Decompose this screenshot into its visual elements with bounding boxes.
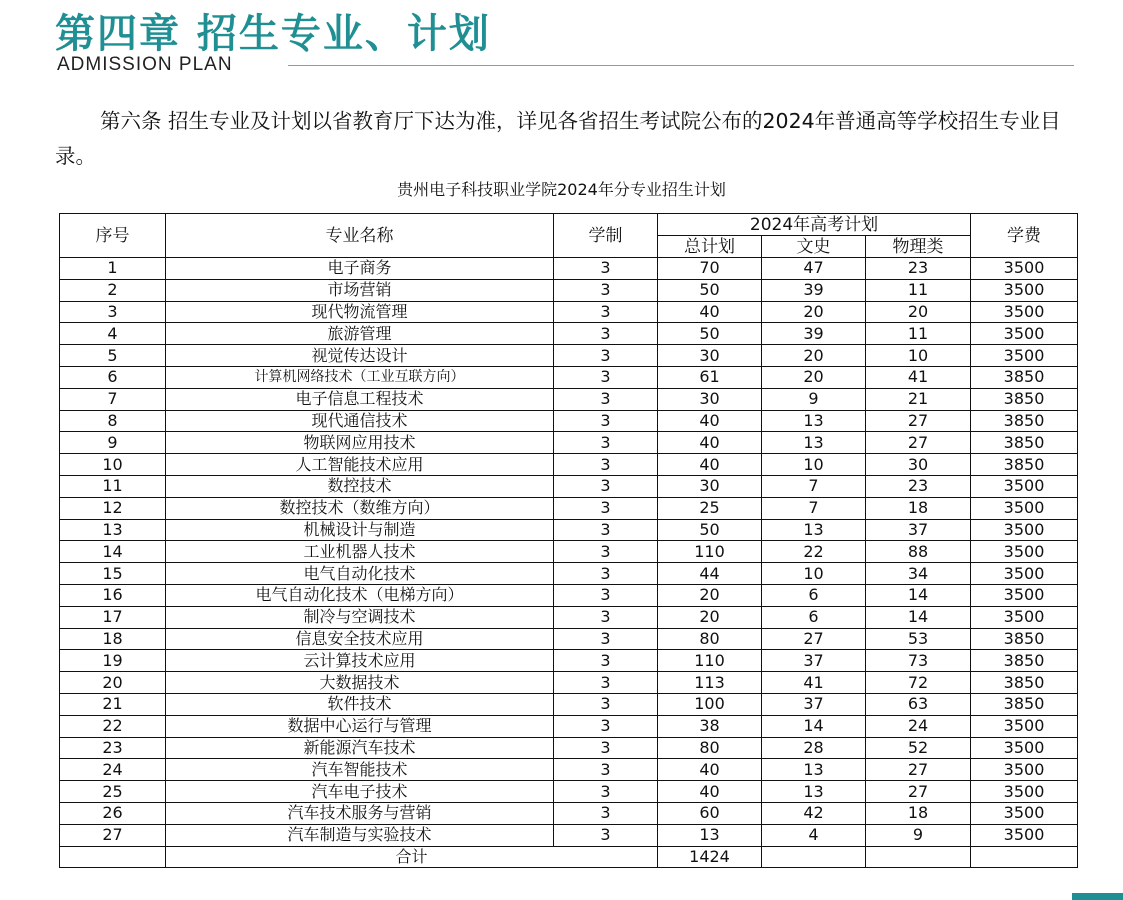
- cell-liberal-arts: 20: [762, 345, 866, 367]
- table-row: [60, 454, 1078, 476]
- cell-major: 市场营销: [166, 279, 554, 301]
- cell-total: 30: [658, 475, 762, 497]
- cell-total: 61: [658, 366, 762, 388]
- cell-index: 19: [60, 650, 166, 672]
- cell-major: 现代通信技术: [166, 410, 554, 432]
- cell-years: 3: [554, 475, 658, 497]
- table-row: [60, 432, 1078, 454]
- chapter-title: 第四章 招生专业、计划: [55, 11, 491, 57]
- cell-major: 汽车智能技术: [166, 759, 554, 781]
- cell-tuition: 3500: [971, 323, 1078, 345]
- cell-major: 数控技术: [166, 475, 554, 497]
- cell-major: 制冷与空调技术: [166, 606, 554, 628]
- cell-major: 信息安全技术应用: [166, 628, 554, 650]
- cell-index: 5: [60, 345, 166, 367]
- cell-liberal-arts: 7: [762, 497, 866, 519]
- header-total: 总计划: [658, 236, 762, 258]
- cell-index: 11: [60, 475, 166, 497]
- article-paragraph: [55, 104, 1085, 174]
- cell-total: 40: [658, 759, 762, 781]
- cell-tuition: 3500: [971, 606, 1078, 628]
- cell-tuition: 3500: [971, 345, 1078, 367]
- cell-physics: 11: [866, 323, 971, 345]
- cell-liberal-arts: 41: [762, 672, 866, 694]
- cell-years: 3: [554, 279, 658, 301]
- cell-tuition: 3500: [971, 475, 1078, 497]
- cell-tuition: 3850: [971, 366, 1078, 388]
- cell-major: 旅游管理: [166, 323, 554, 345]
- cell-years: 3: [554, 650, 658, 672]
- cell-index: 13: [60, 519, 166, 541]
- cell-liberal-arts: 10: [762, 454, 866, 476]
- cell-years: 3: [554, 802, 658, 824]
- cell-index: 12: [60, 497, 166, 519]
- cell-total: 40: [658, 410, 762, 432]
- cell-physics: 14: [866, 584, 971, 606]
- cell-years: 3: [554, 301, 658, 323]
- cell-index: 22: [60, 715, 166, 737]
- table-row: [60, 388, 1078, 410]
- cell-physics: 30: [866, 454, 971, 476]
- cell-years: 3: [554, 737, 658, 759]
- cell-liberal-arts: 10: [762, 563, 866, 585]
- header-years: 学制: [554, 214, 658, 258]
- cell-total: 40: [658, 301, 762, 323]
- cell-liberal-arts: 20: [762, 301, 866, 323]
- table-row: [60, 672, 1078, 694]
- cell-index: 20: [60, 672, 166, 694]
- table-footer-row: [60, 846, 1078, 868]
- cell-tuition: 3850: [971, 432, 1078, 454]
- cell-major: 电气自动化技术: [166, 563, 554, 585]
- cell-liberal-arts: 13: [762, 410, 866, 432]
- cell-total: 30: [658, 345, 762, 367]
- cell-tuition: 3500: [971, 584, 1078, 606]
- cell-years: 3: [554, 584, 658, 606]
- cell-liberal-arts: 39: [762, 323, 866, 345]
- cell-major: 云计算技术应用: [166, 650, 554, 672]
- cell-index: 7: [60, 388, 166, 410]
- table-row: [60, 366, 1078, 388]
- cell-years: 3: [554, 519, 658, 541]
- table-row: [60, 693, 1078, 715]
- cell-total: 44: [658, 563, 762, 585]
- cell-tuition: 3500: [971, 715, 1078, 737]
- table-row: [60, 301, 1078, 323]
- cell-tuition: 3850: [971, 410, 1078, 432]
- cell-years: 3: [554, 628, 658, 650]
- table-row: [60, 541, 1078, 563]
- cell-total: 40: [658, 781, 762, 803]
- cell-physics: 34: [866, 563, 971, 585]
- cell-total: 50: [658, 519, 762, 541]
- cell-total: 110: [658, 650, 762, 672]
- cell-total: 40: [658, 454, 762, 476]
- footer-tuition-cell: [971, 846, 1078, 868]
- cell-index: 25: [60, 781, 166, 803]
- cell-index: 4: [60, 323, 166, 345]
- cell-major: 工业机器人技术: [166, 541, 554, 563]
- cell-tuition: 3500: [971, 824, 1078, 846]
- cell-physics: 18: [866, 802, 971, 824]
- cell-years: 3: [554, 781, 658, 803]
- cell-major: 新能源汽车技术: [166, 737, 554, 759]
- header-index: 序号: [60, 214, 166, 258]
- header-liberal-arts: 文史: [762, 236, 866, 258]
- cell-liberal-arts: 6: [762, 584, 866, 606]
- cell-index: 17: [60, 606, 166, 628]
- cell-physics: 27: [866, 410, 971, 432]
- cell-total: 20: [658, 606, 762, 628]
- cell-total: 80: [658, 737, 762, 759]
- cell-physics: 10: [866, 345, 971, 367]
- cell-tuition: 3850: [971, 628, 1078, 650]
- cell-physics: 11: [866, 279, 971, 301]
- cell-tuition: 3500: [971, 541, 1078, 563]
- footer-index-cell: [60, 846, 166, 868]
- cell-major: 数据中心运行与管理: [166, 715, 554, 737]
- table-row: [60, 824, 1078, 846]
- cell-total: 30: [658, 388, 762, 410]
- table-row: [60, 519, 1078, 541]
- cell-physics: 63: [866, 693, 971, 715]
- header-major: 专业名称: [166, 214, 554, 258]
- cell-major: 人工智能技术应用: [166, 454, 554, 476]
- cell-index: 10: [60, 454, 166, 476]
- cell-physics: 27: [866, 781, 971, 803]
- cell-major: 电子信息工程技术: [166, 388, 554, 410]
- cell-total: 50: [658, 323, 762, 345]
- cell-liberal-arts: 27: [762, 628, 866, 650]
- cell-liberal-arts: 4: [762, 824, 866, 846]
- cell-years: 3: [554, 454, 658, 476]
- footer-label: 合计: [166, 846, 658, 868]
- cell-total: 50: [658, 279, 762, 301]
- header-tuition: 学费: [971, 214, 1078, 258]
- cell-total: 38: [658, 715, 762, 737]
- cell-physics: 24: [866, 715, 971, 737]
- table-row: [60, 628, 1078, 650]
- cell-total: 60: [658, 802, 762, 824]
- paragraph-text: 第六条 招生专业及计划以省教育厅下达为准，详见各省招生考试院公布的2024年普通高等学校招生专业目录。: [55, 109, 1061, 168]
- cell-liberal-arts: 39: [762, 279, 866, 301]
- cell-years: 3: [554, 541, 658, 563]
- cell-tuition: 3500: [971, 279, 1078, 301]
- cell-index: 26: [60, 802, 166, 824]
- cell-tuition: 3850: [971, 650, 1078, 672]
- table-row: [60, 410, 1078, 432]
- cell-index: 15: [60, 563, 166, 585]
- table-row: [60, 606, 1078, 628]
- cell-liberal-arts: 20: [762, 366, 866, 388]
- table-row: [60, 279, 1078, 301]
- cell-tuition: 3500: [971, 781, 1078, 803]
- cell-total: 100: [658, 693, 762, 715]
- cell-years: 3: [554, 323, 658, 345]
- table-row: [60, 345, 1078, 367]
- cell-physics: 73: [866, 650, 971, 672]
- cell-index: 8: [60, 410, 166, 432]
- cell-index: 1: [60, 258, 166, 280]
- cell-tuition: 3850: [971, 454, 1078, 476]
- cell-liberal-arts: 14: [762, 715, 866, 737]
- table-row: [60, 584, 1078, 606]
- cell-physics: 23: [866, 475, 971, 497]
- cell-years: 3: [554, 563, 658, 585]
- cell-years: 3: [554, 693, 658, 715]
- table-row: [60, 323, 1078, 345]
- cell-index: 23: [60, 737, 166, 759]
- cell-major: 数控技术（数维方向）: [166, 497, 554, 519]
- page-corner-bar: [1072, 893, 1123, 900]
- cell-major: 电子商务: [166, 258, 554, 280]
- cell-index: 24: [60, 759, 166, 781]
- table-row: [60, 650, 1078, 672]
- cell-liberal-arts: 28: [762, 737, 866, 759]
- cell-major: 汽车制造与实验技术: [166, 824, 554, 846]
- cell-tuition: 3500: [971, 759, 1078, 781]
- cell-physics: 27: [866, 432, 971, 454]
- cell-years: 3: [554, 497, 658, 519]
- table-body: [60, 258, 1078, 868]
- table-row: [60, 715, 1078, 737]
- cell-physics: 21: [866, 388, 971, 410]
- cell-total: 70: [658, 258, 762, 280]
- cell-tuition: 3850: [971, 388, 1078, 410]
- cell-major: 大数据技术: [166, 672, 554, 694]
- table-row: [60, 563, 1078, 585]
- header-physics: 物理类: [866, 236, 971, 258]
- cell-physics: 53: [866, 628, 971, 650]
- cell-years: 3: [554, 366, 658, 388]
- footer-physics-cell: [866, 846, 971, 868]
- cell-liberal-arts: 47: [762, 258, 866, 280]
- cell-major: 计算机网络技术（工业互联方向）: [166, 366, 554, 388]
- cell-years: 3: [554, 759, 658, 781]
- table-row: [60, 258, 1078, 280]
- cell-liberal-arts: 37: [762, 693, 866, 715]
- cell-major: 汽车电子技术: [166, 781, 554, 803]
- enrollment-plan-table: [59, 213, 1078, 868]
- cell-physics: 20: [866, 301, 971, 323]
- cell-index: 16: [60, 584, 166, 606]
- cell-total: 110: [658, 541, 762, 563]
- cell-physics: 52: [866, 737, 971, 759]
- cell-years: 3: [554, 824, 658, 846]
- cell-years: 3: [554, 258, 658, 280]
- cell-total: 113: [658, 672, 762, 694]
- cell-tuition: 3500: [971, 802, 1078, 824]
- cell-physics: 14: [866, 606, 971, 628]
- cell-index: 3: [60, 301, 166, 323]
- table-row: [60, 497, 1078, 519]
- cell-total: 13: [658, 824, 762, 846]
- cell-years: 3: [554, 410, 658, 432]
- table-title: 贵州电子科技职业学院2024年分专业招生计划: [397, 180, 726, 199]
- cell-tuition: 3500: [971, 519, 1078, 541]
- cell-index: 9: [60, 432, 166, 454]
- cell-major: 视觉传达设计: [166, 345, 554, 367]
- cell-total: 20: [658, 584, 762, 606]
- cell-years: 3: [554, 388, 658, 410]
- table-row: [60, 737, 1078, 759]
- cell-major: 物联网应用技术: [166, 432, 554, 454]
- cell-liberal-arts: 6: [762, 606, 866, 628]
- cell-tuition: 3500: [971, 563, 1078, 585]
- cell-liberal-arts: 13: [762, 759, 866, 781]
- cell-liberal-arts: 22: [762, 541, 866, 563]
- cell-index: 27: [60, 824, 166, 846]
- cell-liberal-arts: 13: [762, 432, 866, 454]
- cell-index: 14: [60, 541, 166, 563]
- table-row: [60, 759, 1078, 781]
- cell-physics: 27: [866, 759, 971, 781]
- cell-liberal-arts: 7: [762, 475, 866, 497]
- cell-index: 21: [60, 693, 166, 715]
- cell-index: 18: [60, 628, 166, 650]
- table-row: [60, 781, 1078, 803]
- cell-physics: 23: [866, 258, 971, 280]
- cell-years: 3: [554, 715, 658, 737]
- cell-liberal-arts: 42: [762, 802, 866, 824]
- footer-liberal-arts-cell: [762, 846, 866, 868]
- cell-tuition: 3500: [971, 737, 1078, 759]
- cell-years: 3: [554, 432, 658, 454]
- table-row: [60, 802, 1078, 824]
- cell-total: 40: [658, 432, 762, 454]
- cell-physics: 88: [866, 541, 971, 563]
- cell-tuition: 3500: [971, 497, 1078, 519]
- table-row: [60, 475, 1078, 497]
- cell-years: 3: [554, 606, 658, 628]
- cell-major: 汽车技术服务与营销: [166, 802, 554, 824]
- cell-tuition: 3500: [971, 301, 1078, 323]
- cell-major: 现代物流管理: [166, 301, 554, 323]
- cell-liberal-arts: 9: [762, 388, 866, 410]
- cell-major: 电气自动化技术（电梯方向）: [166, 584, 554, 606]
- cell-physics: 41: [866, 366, 971, 388]
- cell-liberal-arts: 13: [762, 781, 866, 803]
- cell-years: 3: [554, 345, 658, 367]
- cell-liberal-arts: 13: [762, 519, 866, 541]
- cell-tuition: 3850: [971, 693, 1078, 715]
- cell-physics: 18: [866, 497, 971, 519]
- cell-liberal-arts: 37: [762, 650, 866, 672]
- cell-physics: 9: [866, 824, 971, 846]
- cell-major: 机械设计与制造: [166, 519, 554, 541]
- cell-index: 2: [60, 279, 166, 301]
- cell-total: 25: [658, 497, 762, 519]
- header-divider: [288, 65, 1074, 66]
- cell-years: 3: [554, 672, 658, 694]
- cell-physics: 72: [866, 672, 971, 694]
- cell-tuition: 3850: [971, 672, 1078, 694]
- cell-major: 软件技术: [166, 693, 554, 715]
- cell-total: 80: [658, 628, 762, 650]
- chapter-subtitle: ADMISSION PLAN: [57, 54, 233, 75]
- cell-physics: 37: [866, 519, 971, 541]
- cell-tuition: 3500: [971, 258, 1078, 280]
- cell-index: 6: [60, 366, 166, 388]
- footer-total: 1424: [658, 846, 762, 868]
- header-plan-group: 2024年高考计划: [658, 214, 971, 236]
